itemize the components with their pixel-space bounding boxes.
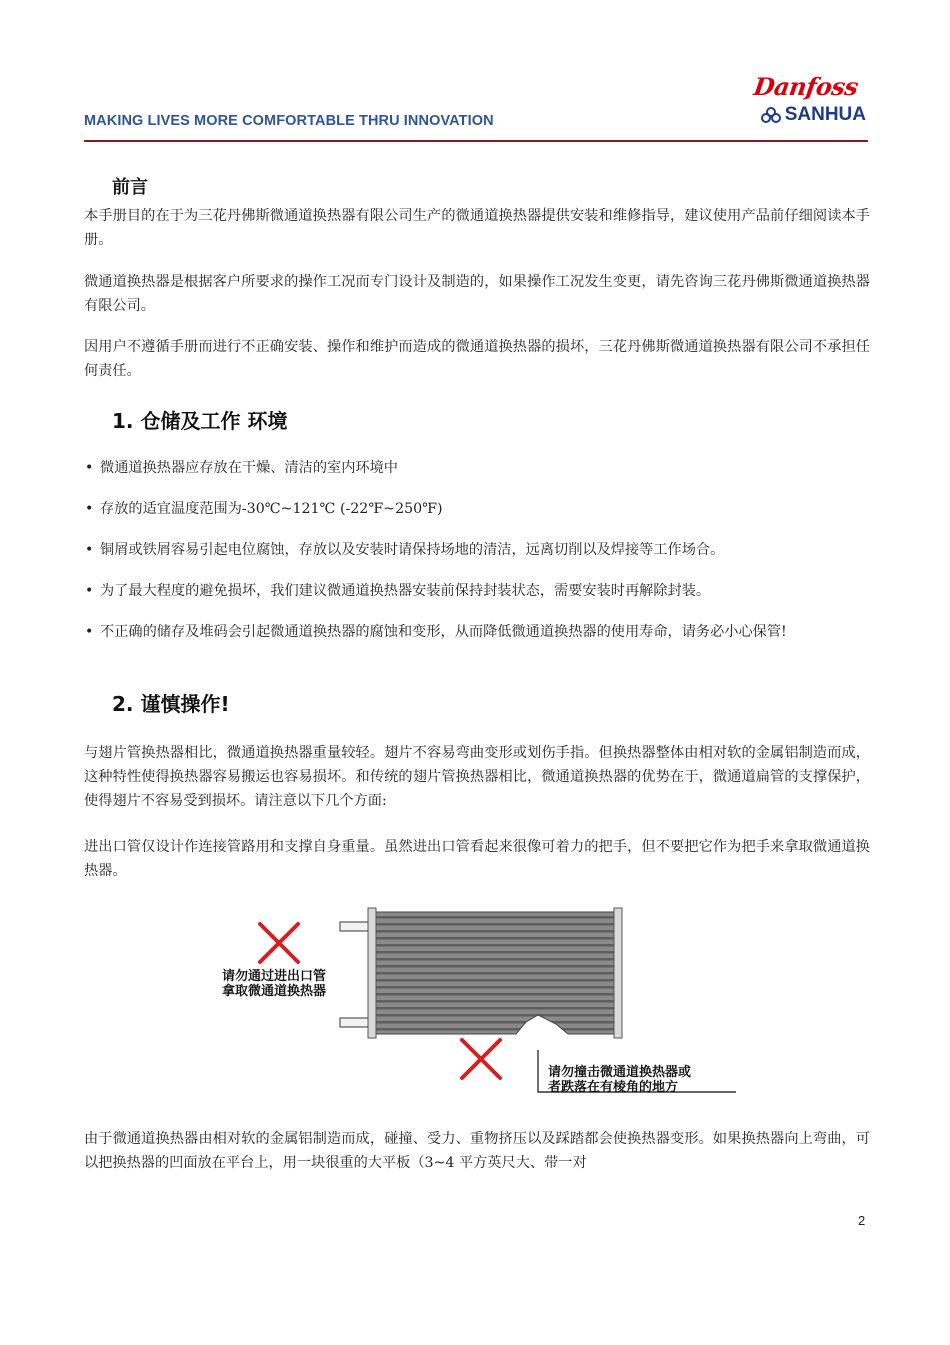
list-item: • 铜屑或铁屑容易引起电位腐蚀，存放以及安装时请保持场地的清洁，远离切削以及焊接等工作场合。 bbox=[84, 538, 870, 562]
bullet-icon: • bbox=[85, 542, 94, 558]
list-item: • 微通道换热器应存放在干燥、清洁的室内环境中 bbox=[84, 456, 870, 480]
header-tagline: MAKING LIVES MORE COMFORTABLE THRU INNOVATION bbox=[84, 113, 494, 129]
handling-paragraph-2: 进出口管仅设计作连接管路用和支撑自身重量。虽然进出口管看起来很像可着力的把手，但不要把它作为把手来拿取微通道换热器。 bbox=[84, 839, 870, 879]
bullet-icon: • bbox=[85, 460, 94, 476]
bullet-icon: • bbox=[85, 624, 94, 640]
foreword-heading: 前言 bbox=[112, 177, 148, 198]
foreword-paragraph-1: 本手册目的在于为三花丹佛斯微通道换热器有限公司生产的微通道换热器提供安装和维修指导，建议使用产品前仔细阅读本手册。 bbox=[84, 208, 870, 248]
cross-icon bbox=[260, 924, 298, 962]
logo-danfoss-text: Danfoss bbox=[752, 72, 861, 101]
figure-label-impact: 请勿撞击微通道换热器或 者跌落在有棱角的地方 bbox=[548, 1065, 692, 1095]
handling-paragraph-1: 与翅片管换热器相比，微通道换热器重量较轻。翅片不容易弯曲变形或划伤手指。但换热器整体由相对软的金属铝制造而成，这种特性使得换热器容易搬运也容易损坏。和传统的翅片管换热器相比，微通道换热器的优势在于，微通道扁管的支撑保护，使得翅片不容易受到损坏。请注意以下几个方面: bbox=[84, 745, 870, 809]
storage-bullet-list bbox=[84, 456, 870, 661]
section-2-heading: 2. 谨慎操作! bbox=[112, 692, 230, 716]
bullet-icon: • bbox=[85, 501, 94, 517]
section-1-heading: 1. 仓储及工作 环境 bbox=[112, 409, 288, 433]
header-divider bbox=[84, 140, 868, 142]
foreword-paragraph-2: 微通道换热器是根据客户所要求的操作工况而专门设计及制造的，如果操作工况发生变更，请先咨询三花丹佛斯微通道换热器有限公司。 bbox=[84, 274, 870, 314]
cross-icon bbox=[462, 1040, 500, 1078]
handling-warning-figure bbox=[216, 902, 736, 1102]
page-number: 2 bbox=[858, 1213, 866, 1228]
bullet-icon: • bbox=[85, 583, 94, 599]
list-item: • 存放的适宜温度范围为-30℃~121℃ (-22℉~250℉) bbox=[84, 497, 870, 521]
figure-label-pipes: 请勿通过进出口管 拿取微通道换热器 bbox=[222, 969, 327, 999]
foreword-paragraph-3: 因用户不遵循手册而进行不正确安装、操作和维护而造成的微通道换热器的损坏，三花丹佛斯微通道换热器有限公司不承担任何责任。 bbox=[84, 339, 870, 379]
list-item: • 为了最大程度的避免损坏，我们建议微通道换热器安装前保持封装状态，需要安装时再解除封装。 bbox=[84, 579, 870, 603]
list-item: • 不正确的储存及堆码会引起微通道换热器的腐蚀和变形，从而降低微通道换热器的使用寿命，请务必小心保管! bbox=[84, 620, 870, 644]
handling-paragraph-3: 由于微通道换热器由相对软的金属铝制造而成，碰撞、受力、重物挤压以及踩踏都会使换热器变形。如果换热器向上弯曲，可以把换热器的凹面放在平台上，用一块很重的大平板（3~4 平方英尺大、带一对 bbox=[84, 1131, 870, 1171]
logo-sanhua-text: SANHUA bbox=[784, 104, 866, 125]
sanhua-emblem-icon bbox=[761, 107, 781, 123]
danfoss-sanhua-logo bbox=[722, 70, 870, 130]
